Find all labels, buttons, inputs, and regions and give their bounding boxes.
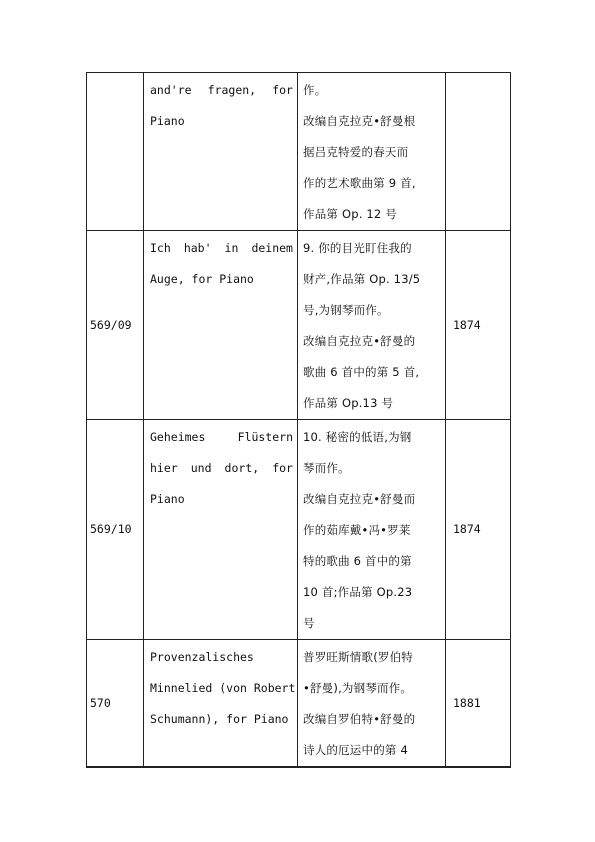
title-line: Geheimes Flüstern (150, 430, 293, 444)
year-cell: 1881 (446, 640, 511, 768)
description-line: 作品第 Op. 12 号 (303, 207, 398, 221)
table-row (87, 420, 511, 640)
description-line: 改编自克拉克•舒曼的 (303, 334, 416, 348)
year-cell (446, 73, 511, 231)
catalog-number-cell: 569/10 (87, 420, 144, 640)
catalog-number-cell: 569/09 (87, 231, 144, 420)
works-catalog-table (86, 72, 511, 768)
description-line: 诗人的厄运中的第 4 (303, 743, 408, 757)
table-row (87, 231, 511, 420)
description-line: 据吕克特爱的春天而 (303, 145, 409, 159)
description-cell (298, 420, 446, 640)
title-line: Provenzalisches (150, 650, 254, 664)
title-line: hier und dort, for (150, 461, 293, 475)
description-line: 号,为钢琴而作。 (303, 303, 389, 317)
description-line: 改编自克拉克•舒曼而 (303, 492, 416, 506)
title-line: Piano (150, 492, 185, 506)
catalog-number-cell (87, 73, 144, 231)
description-line: 9. 你的目光盯住我的 (303, 241, 412, 255)
table-body (87, 73, 511, 768)
year-cell: 1874 (446, 420, 511, 640)
description-line: 普罗旺斯情歌(罗伯特 (303, 650, 413, 664)
table-row (87, 640, 511, 768)
description-line: 财产,作品第 Op. 13/5 (303, 272, 421, 286)
title-line: Minnelied (von Robert (150, 681, 296, 695)
description-line: 作的艺术歌曲第 9 首, (303, 176, 416, 190)
description-line: •舒曼),为钢琴而作。 (303, 681, 413, 695)
description-line: 作。 (303, 83, 327, 97)
work-title-cell (144, 231, 298, 420)
description-line: 号 (303, 616, 315, 630)
description-line: 特的歌曲 6 首中的第 (303, 554, 412, 568)
description-line: 10 首;作品第 Op.23 (303, 585, 413, 599)
description-line: 10. 秘密的低语,为钢 (303, 430, 412, 444)
work-title-cell (144, 420, 298, 640)
title-line: Ich hab' in deinem (150, 241, 293, 255)
title-line: Schumann), for Piano (150, 712, 289, 726)
description-line: 琴而作。 (303, 461, 350, 475)
work-title-cell (144, 73, 298, 231)
table-row (87, 73, 511, 231)
title-line: Auge, for Piano (150, 272, 254, 286)
description-line: 作品第 Op.13 号 (303, 396, 394, 410)
work-title-cell (144, 640, 298, 768)
description-cell (298, 640, 446, 768)
title-line: Piano (150, 114, 185, 128)
description-cell (298, 73, 446, 231)
description-line: 作的茹库戴•冯•罗莱 (303, 523, 411, 537)
description-line: 歌曲 6 首中的第 5 首, (303, 365, 420, 379)
description-line: 改编自罗伯特•舒曼的 (303, 712, 416, 726)
title-line: and're fragen, for (150, 83, 293, 97)
description-line: 改编自克拉克•舒曼根 (303, 114, 416, 128)
description-cell (298, 231, 446, 420)
year-cell: 1874 (446, 231, 511, 420)
catalog-number-cell: 570 (87, 640, 144, 768)
